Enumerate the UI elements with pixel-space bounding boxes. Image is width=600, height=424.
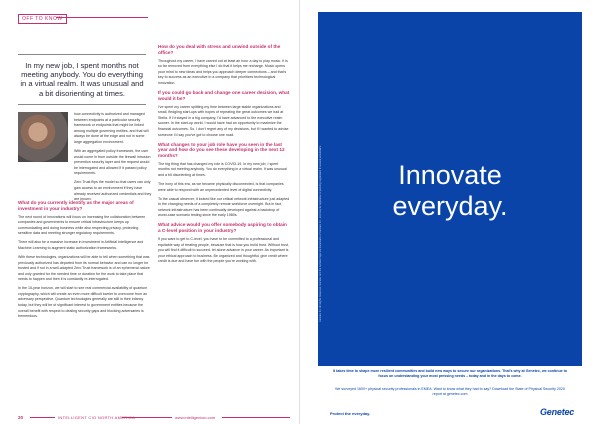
paragraph: how connectivity is authorized and managed between endpoints at a particular security framework or endpoints that might be linked among multiple governing entities, and that will always be done at the edge and not in some large aggregation environment. bbox=[74, 112, 149, 144]
right-page-ad bbox=[300, 0, 600, 424]
ad-copy-panel bbox=[318, 366, 582, 410]
ad-legal-text: Genetec Inc. All Rights Reserved. Genetec and the Genetec logo are trademarks of Genetec Inc., and may be registered or pending registration in several jurisdictions. bbox=[319, 145, 322, 322]
article-column-3 bbox=[158, 42, 290, 268]
paragraph: I've spent my career splitting my time between large stable organizations and small, fledgling start-ups with hopes of repeating the great outcomes we had at Stella. If I'd stayed in a big company, I'd have advanced to the executive realm sooner. In the start-up world, I would have had an opportunity to maximize the financial outcomes. So, I don't regret any of my decisions, but if I wanted to advise someone I'd say you've got to choose one road. bbox=[158, 104, 289, 137]
article-column-2 bbox=[18, 198, 152, 323]
page-footer bbox=[0, 410, 300, 424]
question-heading: What advice would you offer somebody aspiring to obtain a C-level position in your industry? bbox=[158, 222, 287, 234]
pull-quote-box bbox=[18, 54, 146, 105]
ad-cta-text: We surveyed 1600+ physical security professionals in EMEA. Want to know what they had to say? Download the State of Physical Security 2020 report at genetec.com bbox=[335, 387, 565, 396]
paragraph: The next round of innovations will focus on increasing the collaboration between companies and governments to ensure critical infrastructure keeps up communicating and doing business while also respecting privacy, protecting sensitive data and meeting stronger regulatory requirements. bbox=[18, 214, 146, 236]
ad-headline bbox=[318, 160, 582, 222]
paragraph: To the casual observer, it looked like our critical network infrastructure just adapted to the changing needs of a completely remote workforce overnight. But in fact, network infrastructure has been continually developed against a backdrop of worst-case scenario testing since the early 1980s. bbox=[158, 196, 290, 218]
ad-body-text: It takes time to shape more resilient communities and build new ways to secure our organizations. That's why at Genetec, we continue to focus on understanding your most pressing needs – today and in the days to come. bbox=[332, 369, 568, 378]
paragraph: In the 15-year horizon, we will start to see real commercial availability of quantum cryptography, which will create an even more difficult barrier to overcome from an adversary perspective. Quantum technologies generally are still in their infancy today, but they will be of significant interest to government entities because the overall benefit with respect to dealing security gaps and blocking adversaries is tremendous. bbox=[18, 286, 148, 319]
ad-tagline: Protect the everyday. bbox=[330, 411, 371, 416]
section-tag: OFF TO KNOW bbox=[18, 14, 67, 24]
section-tag-rule bbox=[56, 17, 148, 18]
paragraph: If you want to get to C-level, you have to be committed to a professional and equitable way of treating people, because that is how you build trust. Without trust, you will find it difficult to succeed, let alone advance in your career. As important is your ethical approach to business. Be organized and thoughtful, give credit where credit is due and have fun with the people you're working with. bbox=[158, 237, 290, 264]
footer-rule bbox=[122, 417, 172, 418]
ad-blue-panel bbox=[318, 12, 582, 366]
paragraph: The irony of this era, as we became physically disconnected, is that companies were able to respond with an unprecedented level of digital connectivity. bbox=[158, 182, 284, 192]
publication-url: www.intelligentcio.com bbox=[175, 415, 216, 420]
portrait-photo bbox=[18, 112, 68, 162]
genetec-logo: Genetec bbox=[540, 407, 575, 417]
paragraph: With these technologies, organizations will be able to tell when something that was previously authorized has departed from its normal behavior and can no longer be trusted and if not in a well-adapted Zero Trust framework is of an ephemeral nature and only granted for the needed time or duration for the work to take place that needs to happen and then it is constantly re-interrogated. bbox=[18, 254, 150, 282]
question-heading: How do you deal with stress and unwind outside of the office? bbox=[158, 44, 281, 55]
publication-name: INTELLIGENT CIO NORTH AMERICA bbox=[58, 415, 136, 420]
question-heading: What do you currently identify as the major areas of investment in your industry? bbox=[18, 200, 134, 211]
paragraph: Zero Trust flips the model so that users can only gain access to an environment if they have already received authorized credentials and they are known. bbox=[74, 180, 152, 202]
pull-quote: In my new job, I spent months not meeting anybody. You do everything in a virtual realm. It was unusual and a bit disorienting at times. bbox=[20, 61, 144, 98]
article-column-1 bbox=[74, 112, 152, 206]
paragraph: With an aggregated policy framework, the user would come in from outside the firewall intrusion prevention security layer and the request would be interrogated and allowed if it passed policy requirements. bbox=[74, 148, 151, 176]
question-heading: What changes to your job role have you seen in the last year and how do you see these developing in the next 12 months? bbox=[158, 141, 285, 159]
ad-headline-text: Innovate everyday. bbox=[392, 160, 508, 221]
page-number: 20 bbox=[18, 415, 24, 420]
paragraph: There will also be a massive increase in investment in Artificial Intelligence and Machine Learning to augment static authorization frameworks. bbox=[18, 240, 144, 250]
footer-rule bbox=[222, 417, 290, 418]
paragraph: Throughout my career, I have carved out at least an hour a day to play music. It is so far removed from everything else I do that it helps me recharge. Music opens your mind to new ideas and helps you approach deeper connections – and that's key to success as an executive in a company that prioritizes technological innovation. bbox=[158, 58, 288, 85]
question-heading: If you could go back and change one career decision, what would it be? bbox=[158, 89, 290, 101]
paragraph: The big thing that has changed my role is COVID-19. In my new job, I spent months not meeting anybody. You do everything in a virtual realm. It was unusual and a bit disorienting at times. bbox=[158, 161, 287, 178]
footer-rule bbox=[30, 417, 55, 418]
